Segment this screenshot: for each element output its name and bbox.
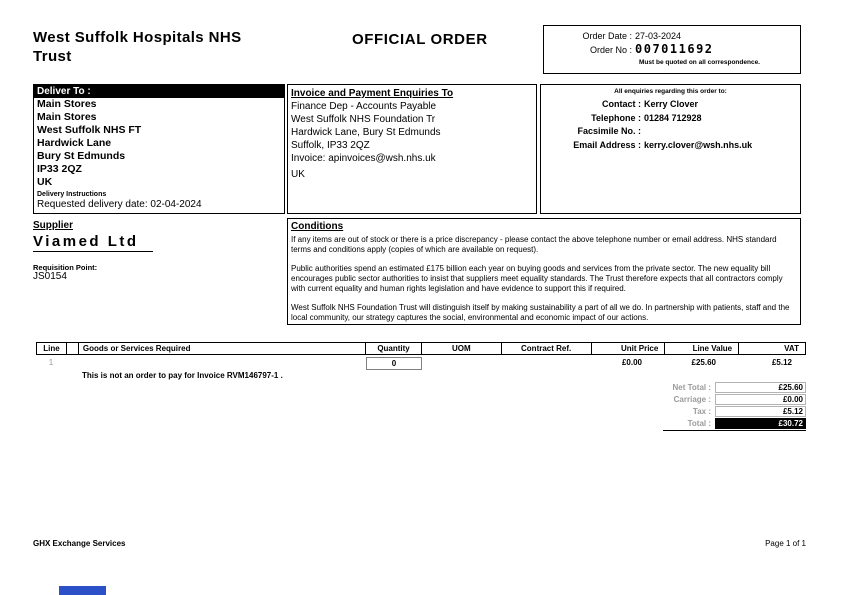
order-date-value: 27-03-2024 bbox=[635, 31, 682, 41]
column-header-unit-price: Unit Price bbox=[592, 343, 666, 354]
conditions-box bbox=[287, 218, 801, 325]
net-total-value: £25.60 bbox=[715, 382, 806, 393]
total-row bbox=[645, 418, 806, 429]
invoice-email-line: Invoice: apinvoices@wsh.nhs.uk bbox=[291, 153, 436, 164]
quote-note: Must be quoted on all correspondence. bbox=[639, 59, 760, 66]
order-info-box bbox=[543, 25, 801, 74]
delivery-instructions-label: Delivery Instructions bbox=[37, 191, 107, 198]
conditions-paragraph: If any items are out of stock or there is a price discrepancy - please contact the above telephone number or email address. NHS standard terms and conditions apply (copies of which are available on request). bbox=[291, 235, 777, 254]
tax-value: £5.12 bbox=[715, 406, 806, 417]
quantity-cell bbox=[366, 357, 422, 393]
order-no-value: 007011692 bbox=[635, 42, 714, 56]
deliver-to-header: Deliver To : bbox=[34, 85, 284, 98]
invoice-line: Hardwick Lane, Bury St Edmunds bbox=[291, 127, 441, 138]
column-header-blank bbox=[67, 343, 79, 354]
deliver-line: Hardwick Lane bbox=[37, 137, 112, 149]
column-header-line-value: Line Value bbox=[665, 343, 739, 354]
line-value-value: £25.60 bbox=[691, 358, 716, 367]
email-row bbox=[541, 139, 800, 153]
order-no-row bbox=[544, 43, 800, 57]
goods-cell bbox=[78, 357, 366, 393]
totals-section bbox=[645, 382, 806, 431]
contact-note: All enquiries regarding this order to: bbox=[614, 88, 727, 95]
accent-bar bbox=[59, 586, 106, 595]
facsimile-row bbox=[541, 125, 800, 139]
invoice-line: Suffolk, IP33 2QZ bbox=[291, 140, 370, 151]
contact-label: Contact : bbox=[602, 99, 641, 109]
page-number: Page 1 of 1 bbox=[765, 539, 806, 548]
carriage-value: £0.00 bbox=[715, 394, 806, 405]
deliver-line: West Suffolk NHS FT bbox=[37, 124, 142, 136]
column-header-goods: Goods or Services Required bbox=[79, 343, 366, 354]
table-header-row bbox=[36, 342, 806, 355]
telephone-value: 01284 712928 bbox=[644, 112, 702, 123]
total-label: Total : bbox=[687, 419, 711, 428]
blank-cell bbox=[66, 357, 78, 393]
invoice-enquiries-header: Invoice and Payment Enquiries To bbox=[291, 88, 454, 99]
unit-price-value: £0.00 bbox=[621, 358, 642, 367]
deliver-line: UK bbox=[37, 176, 53, 188]
net-total-label: Net Total : bbox=[672, 383, 711, 392]
order-no-label: Order No : bbox=[589, 45, 632, 55]
totals-underline bbox=[663, 430, 806, 431]
item-description: This is not an order to pay for Invoice RVM146797-1 . bbox=[82, 371, 283, 380]
column-header-vat: VAT bbox=[784, 344, 799, 353]
carriage-row bbox=[645, 394, 806, 405]
carriage-label: Carriage : bbox=[673, 395, 711, 404]
line-number: 1 bbox=[48, 358, 54, 367]
total-value: £30.72 bbox=[715, 418, 806, 429]
contact-row bbox=[541, 98, 800, 112]
uom-cell bbox=[422, 357, 502, 393]
supplier-label: Supplier bbox=[33, 220, 74, 231]
document-title: OFFICIAL ORDER bbox=[352, 31, 488, 48]
telephone-label: Telephone : bbox=[591, 112, 641, 123]
contact-name: Kerry Clover bbox=[644, 99, 699, 109]
order-date-label: Order Date : bbox=[582, 31, 632, 41]
deliver-to-box bbox=[33, 84, 285, 214]
invoice-line: Finance Dep - Accounts Payable bbox=[291, 101, 437, 112]
supplier-name: Viamed Ltd bbox=[33, 233, 153, 252]
requested-delivery-date: Requested delivery date: 02-04-2024 bbox=[37, 199, 202, 210]
email-value: kerry.clover@wsh.nhs.uk bbox=[644, 139, 753, 150]
contract-ref-cell bbox=[502, 357, 592, 393]
conditions-paragraph: West Suffolk NHS Foundation Trust will distinguish itself by making sustainability a part of all we do. In partnership with patients, staff and the local community, our strategy captures the social, environmental and economic impact of our actions. bbox=[291, 303, 790, 322]
facsimile-label: Facsimile No. : bbox=[577, 126, 641, 136]
deliver-line: Main Stores bbox=[37, 111, 97, 123]
invoice-enquiries-box bbox=[287, 84, 537, 214]
telephone-row bbox=[541, 112, 800, 126]
column-header-uom: UOM bbox=[422, 343, 502, 354]
deliver-line: Bury St Edmunds bbox=[37, 150, 126, 162]
column-header-quantity: Quantity bbox=[366, 343, 422, 354]
vat-value: £5.12 bbox=[771, 358, 792, 367]
conditions-header: Conditions bbox=[291, 221, 344, 232]
column-header-line: Line bbox=[37, 343, 67, 354]
invoice-line: West Suffolk NHS Foundation Tr bbox=[291, 114, 436, 125]
deliver-line: Main Stores bbox=[37, 98, 97, 110]
requisition-point-value: JS0154 bbox=[33, 271, 67, 282]
email-label: Email Address : bbox=[573, 139, 641, 150]
tax-row bbox=[645, 406, 806, 417]
column-header-contract-ref: Contract Ref. bbox=[502, 343, 592, 354]
contact-box bbox=[540, 84, 801, 214]
requisition-point-label: Requisition Point: bbox=[33, 263, 98, 272]
invoice-line: UK bbox=[291, 169, 305, 180]
tax-label: Tax : bbox=[692, 407, 711, 416]
trust-name: West Suffolk Hospitals NHS Trust bbox=[33, 29, 242, 65]
conditions-paragraph: Public authorities spend an estimated £175 billion each year on buying goods and services from the private sector. The new equality bill encourages public sector authorities to insist that suppliers meet equality standards. The Trust therefore expects that all contractors comply with current equality and human rights legislation and have evidence to support this if required. bbox=[291, 264, 783, 293]
net-total-row bbox=[645, 382, 806, 393]
quantity-value: 0 bbox=[366, 357, 422, 370]
deliver-line: IP33 2QZ bbox=[37, 163, 82, 175]
ghx-exchange-services-label: GHX Exchange Services bbox=[33, 539, 126, 548]
